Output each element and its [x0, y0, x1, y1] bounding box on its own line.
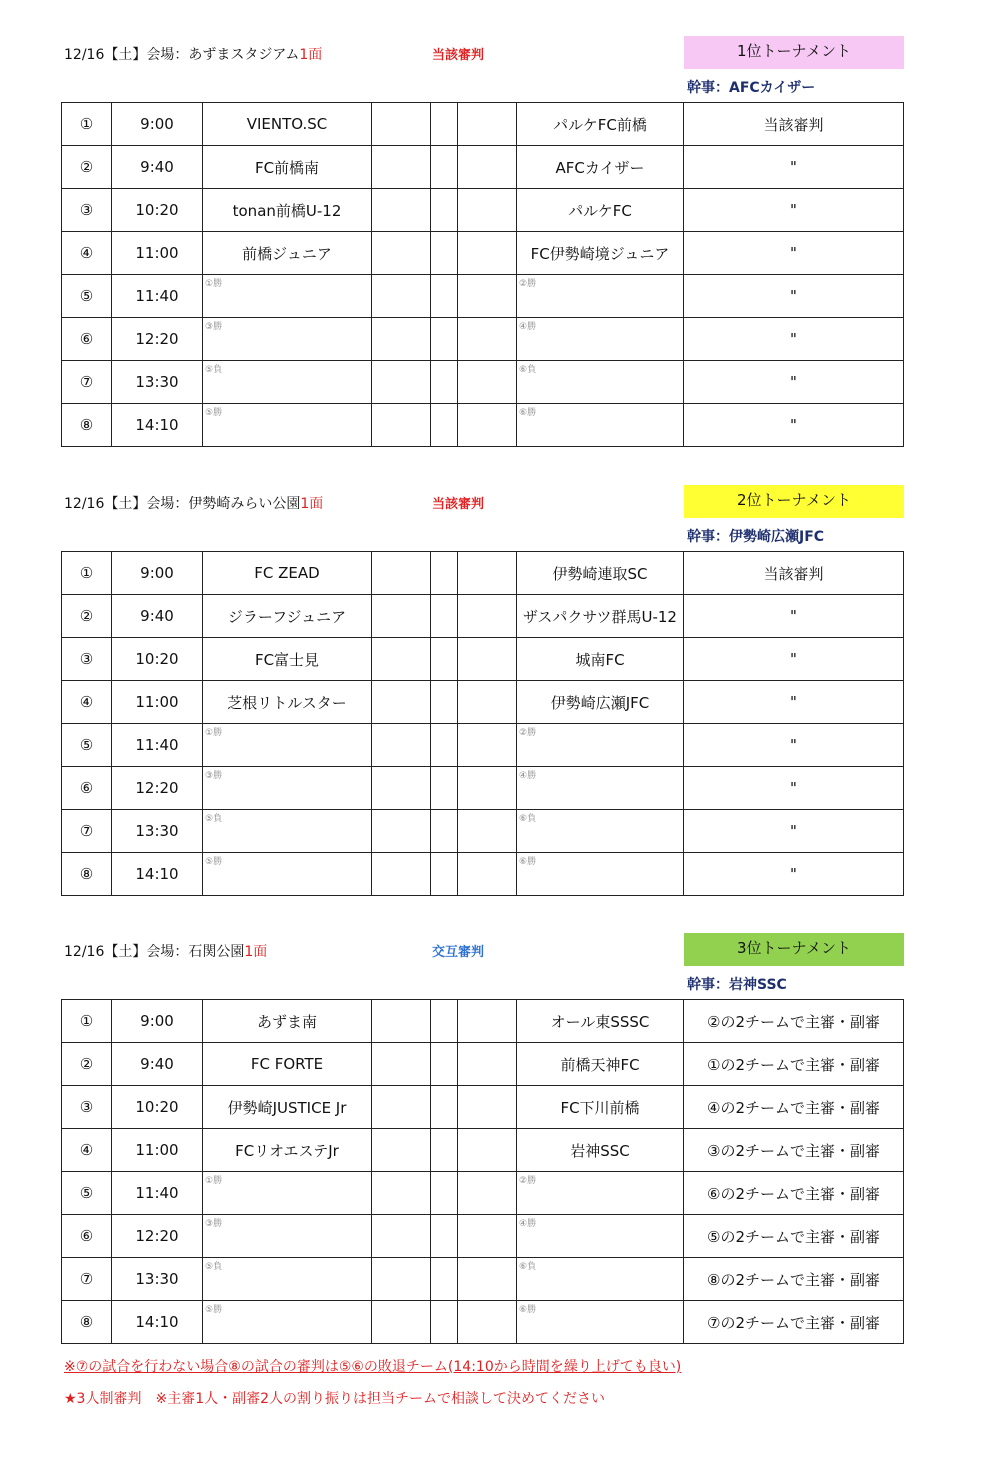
away-score — [458, 1129, 517, 1172]
away-team — [517, 1258, 684, 1301]
away-team-seed-tag: ④勝 — [519, 771, 537, 781]
home-team — [203, 1258, 372, 1301]
away-score — [458, 318, 517, 361]
match-number: ⑤ — [62, 1172, 112, 1215]
match-number: ① — [62, 103, 112, 146]
referee-assignment: ④の2チームで主審・副審 — [684, 1086, 904, 1129]
kickoff-time: 12:20 — [112, 1215, 203, 1258]
home-score — [372, 1129, 431, 1172]
match-number: ② — [62, 595, 112, 638]
away-team — [517, 595, 684, 638]
away-score — [458, 1086, 517, 1129]
away-team-name: FC下川前橋 — [560, 1098, 640, 1117]
home-team — [203, 189, 372, 232]
away-team-seed-tag: ⑥勝 — [519, 1305, 537, 1315]
away-team-seed-tag: ⑥負 — [519, 814, 537, 824]
kickoff-time: 11:00 — [112, 681, 203, 724]
away-score — [458, 1215, 517, 1258]
match-table — [61, 102, 904, 447]
kickoff-time: 9:40 — [112, 1043, 203, 1086]
away-team — [517, 275, 684, 318]
match-number: ⑦ — [62, 361, 112, 404]
tournament-label: 2位トーナメント — [684, 485, 904, 518]
away-team — [517, 1215, 684, 1258]
kickoff-time: 9:40 — [112, 146, 203, 189]
score-separator — [431, 1129, 458, 1172]
away-team — [517, 232, 684, 275]
referee-type: 当該審判 — [432, 48, 485, 63]
match-row — [62, 681, 904, 724]
kickoff-time: 13:30 — [112, 810, 203, 853]
venue-text: 12/16【土】会場：あずまスタジアム — [64, 47, 300, 63]
organizer-label: 幹事：AFCカイザー — [687, 80, 816, 96]
away-team — [517, 1043, 684, 1086]
home-team — [203, 275, 372, 318]
away-team — [517, 1000, 684, 1043]
home-team — [203, 318, 372, 361]
home-score — [372, 1043, 431, 1086]
match-number: ② — [62, 1043, 112, 1086]
score-separator — [431, 146, 458, 189]
match-number: ③ — [62, 1086, 112, 1129]
away-team-name: 城南FC — [575, 650, 625, 669]
referee-assignment: " — [684, 810, 904, 853]
away-team-name: 岩神SSC — [570, 1141, 630, 1160]
match-number: ⑧ — [62, 404, 112, 447]
home-team — [203, 1129, 372, 1172]
referee-assignment: " — [684, 638, 904, 681]
kickoff-time: 9:40 — [112, 595, 203, 638]
home-team-name: ジラーフジュニア — [227, 607, 347, 626]
venue-face-count: 1面 — [244, 944, 268, 960]
match-number: ① — [62, 1000, 112, 1043]
score-separator — [431, 638, 458, 681]
kickoff-time: 10:20 — [112, 1086, 203, 1129]
referee-assignment: ②の2チームで主審・副審 — [684, 1000, 904, 1043]
away-team-name: ザスパクサツ群馬U-12 — [523, 607, 677, 626]
home-team-seed-tag: ①勝 — [205, 728, 223, 738]
away-team — [517, 1129, 684, 1172]
referee-assignment: " — [684, 146, 904, 189]
match-number: ⑤ — [62, 724, 112, 767]
match-row — [62, 724, 904, 767]
away-team — [517, 767, 684, 810]
home-team — [203, 1086, 372, 1129]
away-team — [517, 853, 684, 896]
kickoff-time: 13:30 — [112, 361, 203, 404]
venue-face-count: 1面 — [300, 496, 324, 512]
away-team-seed-tag: ⑥勝 — [519, 408, 537, 418]
away-team — [517, 638, 684, 681]
venue-heading — [64, 493, 323, 513]
match-row — [62, 1000, 904, 1043]
match-row — [62, 1172, 904, 1215]
venue-face-count: 1面 — [299, 47, 323, 63]
kickoff-time: 12:20 — [112, 767, 203, 810]
score-separator — [431, 724, 458, 767]
kickoff-time: 14:10 — [112, 404, 203, 447]
match-row — [62, 275, 904, 318]
home-score — [372, 767, 431, 810]
away-team-name: パルケFC — [568, 201, 632, 220]
home-team — [203, 1000, 372, 1043]
home-team-name: tonan前橋U-12 — [232, 201, 342, 220]
away-team — [517, 681, 684, 724]
match-number: ⑥ — [62, 1215, 112, 1258]
away-team — [517, 189, 684, 232]
referee-assignment: ⑤の2チームで主審・副審 — [684, 1215, 904, 1258]
away-score — [458, 767, 517, 810]
home-score — [372, 1301, 431, 1344]
referee-assignment: ⑧の2チームで主審・副審 — [684, 1258, 904, 1301]
match-row — [62, 853, 904, 896]
match-number: ④ — [62, 232, 112, 275]
referee-assignment: " — [684, 724, 904, 767]
away-team — [517, 1172, 684, 1215]
score-separator — [431, 1172, 458, 1215]
score-separator — [431, 1043, 458, 1086]
match-row — [62, 361, 904, 404]
kickoff-time: 9:00 — [112, 103, 203, 146]
away-team — [517, 318, 684, 361]
away-team-seed-tag: ②勝 — [519, 1176, 537, 1186]
kickoff-time: 14:10 — [112, 1301, 203, 1344]
score-separator — [431, 810, 458, 853]
score-separator — [431, 853, 458, 896]
venue-heading — [64, 44, 322, 64]
home-team — [203, 552, 372, 595]
away-score — [458, 1043, 517, 1086]
home-score — [372, 724, 431, 767]
home-score — [372, 318, 431, 361]
match-number: ⑦ — [62, 810, 112, 853]
match-row — [62, 404, 904, 447]
home-score — [372, 595, 431, 638]
home-team — [203, 232, 372, 275]
tournament-label: 1位トーナメント — [684, 36, 904, 69]
home-team — [203, 404, 372, 447]
kickoff-time: 11:00 — [112, 232, 203, 275]
home-team — [203, 146, 372, 189]
home-team-seed-tag: ⑤負 — [205, 814, 223, 824]
score-separator — [431, 318, 458, 361]
referee-assignment: ①の2チームで主審・副審 — [684, 1043, 904, 1086]
home-score — [372, 638, 431, 681]
match-row — [62, 1043, 904, 1086]
kickoff-time: 10:20 — [112, 638, 203, 681]
match-number: ② — [62, 146, 112, 189]
home-team-name: 芝根リトルスター — [227, 693, 347, 712]
home-team-name: 伊勢崎JUSTICE Jr — [227, 1098, 347, 1117]
match-table — [61, 999, 904, 1344]
match-number: ④ — [62, 681, 112, 724]
away-score — [458, 638, 517, 681]
referee-assignment: 当該審判 — [684, 552, 904, 595]
score-separator — [431, 1258, 458, 1301]
score-separator — [431, 767, 458, 810]
score-separator — [431, 1000, 458, 1043]
match-number: ⑦ — [62, 1258, 112, 1301]
match-row — [62, 103, 904, 146]
match-number: ⑧ — [62, 853, 112, 896]
home-team — [203, 810, 372, 853]
kickoff-time: 11:40 — [112, 275, 203, 318]
home-score — [372, 1215, 431, 1258]
kickoff-time: 9:00 — [112, 552, 203, 595]
match-number: ⑤ — [62, 275, 112, 318]
kickoff-time: 11:00 — [112, 1129, 203, 1172]
home-score — [372, 1258, 431, 1301]
home-score — [372, 1172, 431, 1215]
match-row — [62, 189, 904, 232]
match-number: ⑧ — [62, 1301, 112, 1344]
home-team-seed-tag: ①勝 — [205, 279, 223, 289]
score-separator — [431, 595, 458, 638]
away-team-name: 伊勢崎広瀬JFC — [550, 693, 650, 712]
home-score — [372, 681, 431, 724]
home-score — [372, 404, 431, 447]
away-team — [517, 404, 684, 447]
home-team-seed-tag: ⑤負 — [205, 365, 223, 375]
away-team-seed-tag: ④勝 — [519, 322, 537, 332]
home-score — [372, 275, 431, 318]
match-table — [61, 551, 904, 896]
home-team — [203, 595, 372, 638]
away-team-name: AFCカイザー — [555, 158, 645, 177]
match-row — [62, 1301, 904, 1344]
away-team-seed-tag: ②勝 — [519, 728, 537, 738]
score-separator — [431, 361, 458, 404]
match-number: ④ — [62, 1129, 112, 1172]
away-score — [458, 232, 517, 275]
score-separator — [431, 681, 458, 724]
referee-assignment: ③の2チームで主審・副審 — [684, 1129, 904, 1172]
away-team-seed-tag: ④勝 — [519, 1219, 537, 1229]
match-number: ③ — [62, 638, 112, 681]
away-team-seed-tag: ⑥勝 — [519, 857, 537, 867]
home-team — [203, 103, 372, 146]
match-row — [62, 318, 904, 361]
referee-type: 当該審判 — [432, 497, 485, 512]
away-score — [458, 103, 517, 146]
away-team — [517, 146, 684, 189]
match-row — [62, 552, 904, 595]
home-team — [203, 361, 372, 404]
home-team-name: FC前橋南 — [254, 158, 320, 177]
match-number: ⑥ — [62, 767, 112, 810]
home-team-name: VIENTO.SC — [246, 115, 328, 133]
match-row — [62, 1086, 904, 1129]
match-row — [62, 146, 904, 189]
kickoff-time: 13:30 — [112, 1258, 203, 1301]
referee-assignment: " — [684, 361, 904, 404]
score-separator — [431, 552, 458, 595]
referee-assignment: " — [684, 318, 904, 361]
home-team — [203, 638, 372, 681]
away-score — [458, 724, 517, 767]
home-team — [203, 1043, 372, 1086]
kickoff-time: 12:20 — [112, 318, 203, 361]
note-line-1: ※⑦の試合を行わない場合⑧の試合の審判は⑤⑥の敗退チーム(14:10から時間を繰り上げても良い) — [64, 1359, 682, 1375]
home-team-seed-tag: ①勝 — [205, 1176, 223, 1186]
away-score — [458, 681, 517, 724]
match-row — [62, 1258, 904, 1301]
home-team — [203, 1301, 372, 1344]
score-separator — [431, 232, 458, 275]
referee-assignment: " — [684, 595, 904, 638]
away-score — [458, 404, 517, 447]
away-score — [458, 1172, 517, 1215]
home-team-seed-tag: ③勝 — [205, 1219, 223, 1229]
away-score — [458, 1258, 517, 1301]
home-score — [372, 853, 431, 896]
match-row — [62, 232, 904, 275]
home-score — [372, 232, 431, 275]
score-separator — [431, 103, 458, 146]
referee-type: 交互審判 — [432, 945, 485, 960]
away-team — [517, 724, 684, 767]
kickoff-time: 9:00 — [112, 1000, 203, 1043]
referee-assignment: " — [684, 232, 904, 275]
kickoff-time: 14:10 — [112, 853, 203, 896]
away-team — [517, 1086, 684, 1129]
away-score — [458, 361, 517, 404]
home-score — [372, 189, 431, 232]
away-team — [517, 103, 684, 146]
home-score — [372, 810, 431, 853]
away-score — [458, 595, 517, 638]
home-score — [372, 361, 431, 404]
venue-text: 12/16【土】会場：石関公園 — [64, 944, 245, 960]
home-team-seed-tag: ⑤勝 — [205, 408, 223, 418]
score-separator — [431, 1301, 458, 1344]
away-team-name: 前橋天神FC — [560, 1055, 640, 1074]
away-score — [458, 552, 517, 595]
organizer-label: 幹事：岩神SSC — [687, 977, 787, 993]
away-score — [458, 146, 517, 189]
home-team — [203, 767, 372, 810]
home-team-seed-tag: ③勝 — [205, 771, 223, 781]
home-team — [203, 724, 372, 767]
referee-assignment: 当該審判 — [684, 103, 904, 146]
home-team-name: FC ZEAD — [254, 564, 320, 582]
away-team — [517, 361, 684, 404]
kickoff-time: 11:40 — [112, 1172, 203, 1215]
home-team-name: FC FORTE — [250, 1055, 324, 1073]
home-team-seed-tag: ⑤負 — [205, 1262, 223, 1272]
home-team — [203, 681, 372, 724]
home-team — [203, 1215, 372, 1258]
venue-text: 12/16【土】会場：伊勢崎みらい公園 — [64, 496, 301, 512]
away-score — [458, 1000, 517, 1043]
kickoff-time: 10:20 — [112, 189, 203, 232]
home-team-seed-tag: ⑤勝 — [205, 1305, 223, 1315]
match-row — [62, 638, 904, 681]
score-separator — [431, 275, 458, 318]
match-number: ⑥ — [62, 318, 112, 361]
kickoff-time: 11:40 — [112, 724, 203, 767]
away-team-seed-tag: ②勝 — [519, 279, 537, 289]
away-score — [458, 189, 517, 232]
referee-assignment: " — [684, 404, 904, 447]
match-row — [62, 810, 904, 853]
away-team-seed-tag: ⑥負 — [519, 365, 537, 375]
home-team-seed-tag: ③勝 — [205, 322, 223, 332]
referee-assignment: ⑦の2チームで主審・副審 — [684, 1301, 904, 1344]
match-row — [62, 767, 904, 810]
score-separator — [431, 189, 458, 232]
away-score — [458, 1301, 517, 1344]
home-team-name: FCリオエステJr — [235, 1141, 339, 1160]
match-number: ① — [62, 552, 112, 595]
match-row — [62, 595, 904, 638]
home-team — [203, 853, 372, 896]
away-team-name: パルケFC前橋 — [553, 115, 647, 134]
score-separator — [431, 1086, 458, 1129]
home-score — [372, 103, 431, 146]
home-score — [372, 146, 431, 189]
tournament-label: 3位トーナメント — [684, 933, 904, 966]
home-team-name: 前橋ジュニア — [242, 244, 332, 263]
away-score — [458, 853, 517, 896]
referee-assignment: " — [684, 767, 904, 810]
home-team-name: あずま南 — [256, 1012, 317, 1031]
away-team-name: オール東SSSC — [550, 1012, 650, 1031]
referee-assignment: " — [684, 853, 904, 896]
referee-assignment: " — [684, 681, 904, 724]
away-team-name: FC伊勢崎境ジュニア — [530, 244, 670, 263]
away-score — [458, 275, 517, 318]
match-row — [62, 1215, 904, 1258]
away-score — [458, 810, 517, 853]
organizer-label: 幹事：伊勢崎広瀬JFC — [687, 529, 825, 545]
match-row — [62, 1129, 904, 1172]
venue-heading — [64, 941, 267, 961]
referee-assignment: " — [684, 189, 904, 232]
away-team-name: 伊勢崎連取SC — [552, 564, 648, 583]
home-score — [372, 552, 431, 595]
home-team-name: FC富士見 — [254, 650, 320, 669]
score-separator — [431, 1215, 458, 1258]
home-score — [372, 1000, 431, 1043]
score-separator — [431, 404, 458, 447]
home-team-seed-tag: ⑤勝 — [205, 857, 223, 867]
home-team — [203, 1172, 372, 1215]
away-team-seed-tag: ⑥負 — [519, 1262, 537, 1272]
away-team — [517, 552, 684, 595]
note-line-2: ★3人制審判 ※主審1人・副審2人の割り振りは担当チームで相談して決めてください — [64, 1391, 606, 1407]
home-score — [372, 1086, 431, 1129]
referee-assignment: " — [684, 275, 904, 318]
away-team — [517, 1301, 684, 1344]
away-team — [517, 810, 684, 853]
referee-assignment: ⑥の2チームで主審・副審 — [684, 1172, 904, 1215]
match-number: ③ — [62, 189, 112, 232]
